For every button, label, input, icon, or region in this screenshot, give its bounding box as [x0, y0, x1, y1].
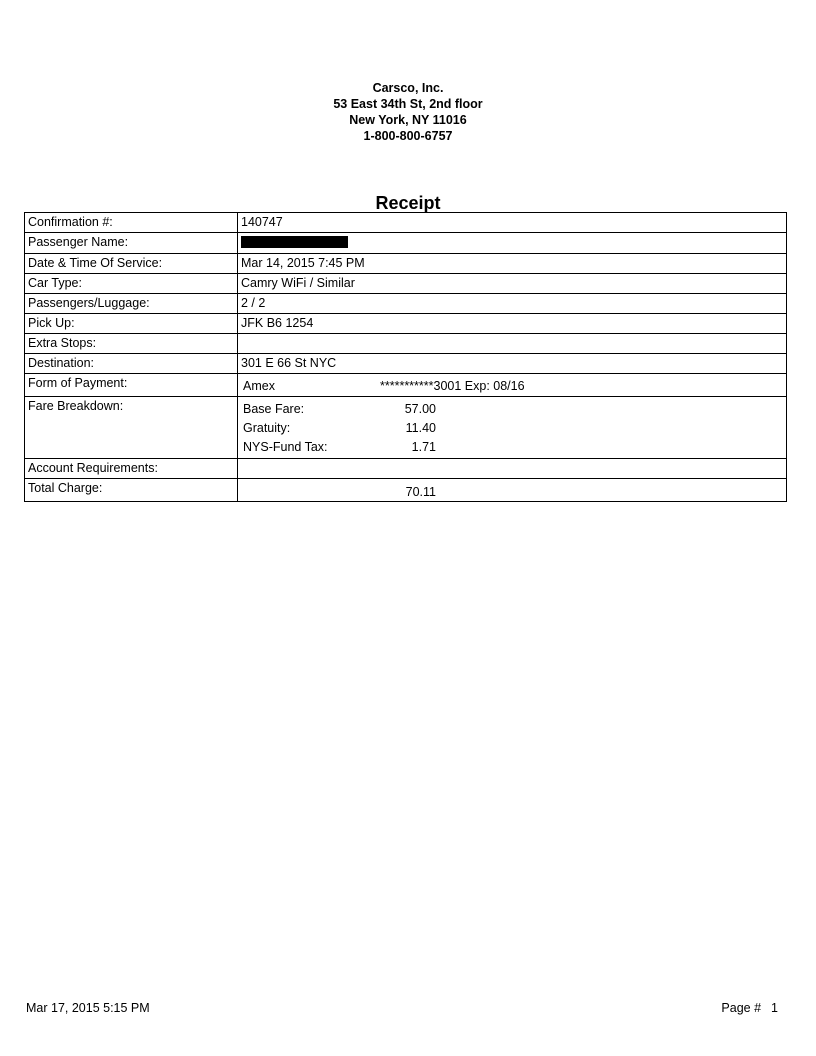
table-row: [25, 254, 787, 274]
pick-up-label: Pick Up:: [25, 314, 238, 334]
extra-stops-label: Extra Stops:: [25, 334, 238, 354]
total-charge-cell: [238, 479, 787, 502]
account-requirements-label: Account Requirements:: [25, 459, 238, 479]
extra-stops-value: [238, 334, 787, 354]
passengers-luggage-value: 2 / 2: [238, 294, 787, 314]
passenger-name-value: [238, 233, 787, 254]
fare-breakdown-label: Fare Breakdown:: [25, 397, 238, 459]
fare-line: [241, 438, 783, 457]
table-row: [25, 354, 787, 374]
confirmation-value: 140747: [238, 213, 787, 233]
company-phone: 1-800-800-6757: [363, 129, 453, 143]
table-row: [25, 479, 787, 502]
fare-line-label: Gratuity:: [243, 421, 291, 435]
passengers-luggage-label: Passengers/Luggage:: [25, 294, 238, 314]
table-row: [25, 459, 787, 479]
pick-up-value: JFK B6 1254: [238, 314, 787, 334]
fare-line: [241, 419, 783, 438]
payment-type: Amex: [243, 379, 275, 393]
page-number: 1: [771, 1001, 778, 1015]
passenger-name-label: Passenger Name:: [25, 233, 238, 254]
table-row: [25, 334, 787, 354]
fare-line: [241, 400, 783, 419]
table-row: [25, 314, 787, 334]
company-address-line2: New York, NY 11016: [349, 113, 467, 127]
payment-card-number: ***********3001 Exp: 08/16: [380, 379, 525, 393]
table-row: [25, 274, 787, 294]
total-charge-label: Total Charge:: [25, 479, 238, 502]
receipt-title: Receipt: [375, 193, 441, 213]
table-row: [25, 294, 787, 314]
table-row: [25, 397, 787, 459]
car-type-label: Car Type:: [25, 274, 238, 294]
fare-line-label: NYS-Fund Tax:: [243, 440, 328, 454]
footer-printed-date: Mar 17, 2015 5:15 PM: [26, 1001, 150, 1015]
fare-line-label: Base Fare:: [243, 402, 305, 416]
redaction-bar: [241, 236, 348, 248]
destination-value: 301 E 66 St NYC: [238, 354, 787, 374]
fare-line-value: 1.71: [411, 440, 436, 454]
form-of-payment-label: Form of Payment:: [25, 374, 238, 397]
table-row: [25, 233, 787, 254]
fare-line-value: 57.00: [404, 402, 436, 416]
fare-breakdown-value: [238, 397, 787, 459]
fare-line-value: 11.40: [405, 421, 436, 435]
total-charge-value: 70.11: [405, 485, 436, 499]
receipt-table: [24, 212, 787, 502]
table-row: [25, 374, 787, 397]
page-label: Page #: [721, 1001, 762, 1015]
account-requirements-value: [238, 459, 787, 479]
destination-label: Destination:: [25, 354, 238, 374]
car-type-value: Camry WiFi / Similar: [238, 274, 787, 294]
footer-page-indicator: [721, 1001, 778, 1015]
date-time-label: Date & Time Of Service:: [25, 254, 238, 274]
company-address-line1: 53 East 34th St, 2nd floor: [333, 97, 483, 111]
confirmation-label: Confirmation #:: [25, 213, 238, 233]
date-time-value: Mar 14, 2015 7:45 PM: [238, 254, 787, 274]
form-of-payment-value: [238, 374, 787, 397]
company-name: Carsco, Inc.: [372, 81, 444, 95]
table-row: [25, 213, 787, 233]
company-header: [0, 80, 816, 144]
